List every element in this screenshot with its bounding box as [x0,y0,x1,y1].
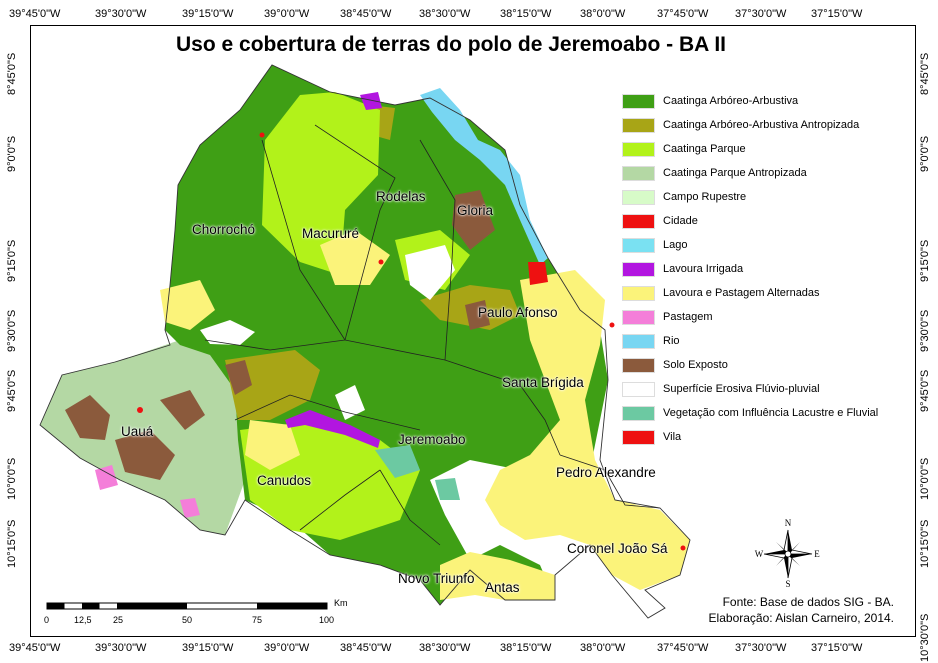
legend-item [622,257,878,281]
lon-label: 38°0'0"W [580,642,626,654]
legend-swatch [622,118,655,133]
legend-label: Caatinga Parque Antropizada [663,167,807,179]
scale-bar-graphic [47,603,347,613]
legend-swatch [622,142,655,157]
region-vila [260,133,265,138]
lat-label: 9°0'0"S [919,135,931,172]
lon-label: 37°45'0"W [657,8,709,20]
lat-label: 9°30'0"S [919,309,931,352]
compass-w: W [754,549,764,559]
legend-label: Solo Exposto [663,359,728,371]
legend-item [622,137,878,161]
legend-item [622,113,878,137]
lat-label: 9°45'0"S [919,369,931,412]
lat-label: 8°45'0"S [6,52,18,95]
region-cidade [528,262,548,285]
legend-swatch [622,214,655,229]
lon-label: 39°45'0"W [9,8,61,20]
lat-label: 9°15'0"S [6,239,18,282]
compass-n: N [784,518,792,528]
lat-label: 10°15'0"S [919,519,931,568]
municipality-label: Canudos [257,473,312,488]
legend-swatch [622,334,655,349]
lon-label: 38°30'0"W [419,642,471,654]
legend-swatch [622,166,655,181]
credits-source: Fonte: Base de dados SIG - BA. [722,595,894,609]
legend-label: Cidade [663,215,698,227]
region-vila [610,323,615,328]
municipality-label: Chorrochó [192,222,256,237]
region-vegetacao-lacustre [435,478,460,500]
legend-label: Pastagem [663,311,713,323]
lat-label: 10°15'0"S [6,519,18,568]
legend-swatch [622,238,655,253]
legend-swatch [622,310,655,325]
legend-label: Superfície Erosiva Flúvio-pluvial [663,383,820,395]
municipality-label: Uauá [121,424,154,439]
legend-item [622,281,878,305]
map-title: Uso e cobertura de terras do polo de Jeremoabo - BA II [176,33,727,56]
legend-label: Caatinga Arbóreo-Arbustiva [663,95,799,107]
legend-label: Lavoura e Pastagem Alternadas [663,287,820,299]
legend-label: Vila [663,431,682,443]
legend-item [622,233,878,257]
lat-label: 9°45'0"S [6,369,18,412]
legend-swatch [622,358,655,373]
legend-item [622,161,878,185]
region-vila [379,260,384,265]
scale-tick: 0 [44,615,50,625]
municipality-label: Macururé [302,226,360,241]
compass-e: E [814,549,820,559]
scale-tick: 50 [182,615,193,625]
legend-item [622,329,878,353]
scale-tick: 100 [319,615,335,625]
lat-label: 9°15'0"S [919,239,931,282]
lat-label: 9°30'0"S [6,309,18,352]
lon-label: 37°15'0"W [811,642,863,654]
credits-author: Elaboração: Aislan Carneiro, 2014. [708,611,894,625]
municipality-label: Paulo Afonso [478,305,558,320]
legend-label: Rio [663,335,680,347]
compass-s: S [785,579,791,589]
legend-item [622,353,878,377]
lon-label: 39°30'0"W [95,8,147,20]
scale-tick: 25 [113,615,124,625]
legend-swatch [622,406,655,421]
scale-tick: 12,5 [74,615,92,625]
legend-item [622,401,878,425]
scale-tick: 75 [252,615,263,625]
lon-label: 37°15'0"W [811,8,863,20]
legend-item [622,209,878,233]
lon-label: 38°15'0"W [500,8,552,20]
credits [709,594,894,626]
lat-label: 10°30'0"S [919,613,931,662]
scale-unit: Km [334,598,348,608]
municipality-label: Rodelas [376,189,426,204]
legend [622,89,878,449]
lat-label: 9°0'0"S [6,135,18,172]
municipality-label: Gloria [457,203,494,218]
compass-rose-icon [756,518,820,588]
legend-swatch [622,262,655,277]
legend-item [622,89,878,113]
legend-label: Caatinga Parque [663,143,746,155]
lat-label: 10°0'0"S [919,457,931,500]
legend-swatch [622,382,655,397]
legend-label: Vegetação com Influência Lacustre e Fluvial [663,407,879,419]
lon-label: 38°0'0"W [580,8,626,20]
legend-item [622,305,878,329]
lon-label: 39°15'0"W [182,642,234,654]
lon-label: 37°30'0"W [735,8,787,20]
legend-label: Lavoura Irrigada [663,263,744,275]
municipality-label: Santa Brígida [502,375,584,390]
lat-label: 8°45'0"S [919,52,931,95]
lat-label: 10°0'0"S [6,457,18,500]
municipality-label: Antas [485,580,520,595]
legend-label: Caatinga Arbóreo-Arbustiva Antropizada [663,119,860,131]
region-vila [681,546,686,551]
municipality-label: Jeremoabo [398,432,466,447]
municipality-label: Pedro Alexandre [556,465,656,480]
legend-label: Campo Rupestre [663,191,747,203]
lon-label: 38°30'0"W [419,8,471,20]
lon-label: 38°15'0"W [500,642,552,654]
lon-label: 39°0'0"W [264,8,310,20]
municipality-label: Coronel João Sá [567,541,668,556]
north-arrow [756,518,820,593]
legend-swatch [622,190,655,205]
lon-label: 39°0'0"W [264,642,310,654]
lon-label: 37°45'0"W [657,642,709,654]
legend-item [622,185,878,209]
legend-swatch [622,94,655,109]
lon-label: 38°45'0"W [340,8,392,20]
legend-item [622,377,878,401]
legend-swatch [622,430,655,445]
legend-item [622,425,878,449]
lon-label: 39°15'0"W [182,8,234,20]
lon-label: 37°30'0"W [735,642,787,654]
lon-label: 38°45'0"W [340,642,392,654]
legend-label: Lago [663,239,688,251]
lon-label: 39°30'0"W [95,642,147,654]
legend-swatch [622,286,655,301]
region-vila [137,407,143,413]
lon-label: 39°45'0"W [9,642,61,654]
municipality-label: Novo Triunfo [398,571,475,586]
